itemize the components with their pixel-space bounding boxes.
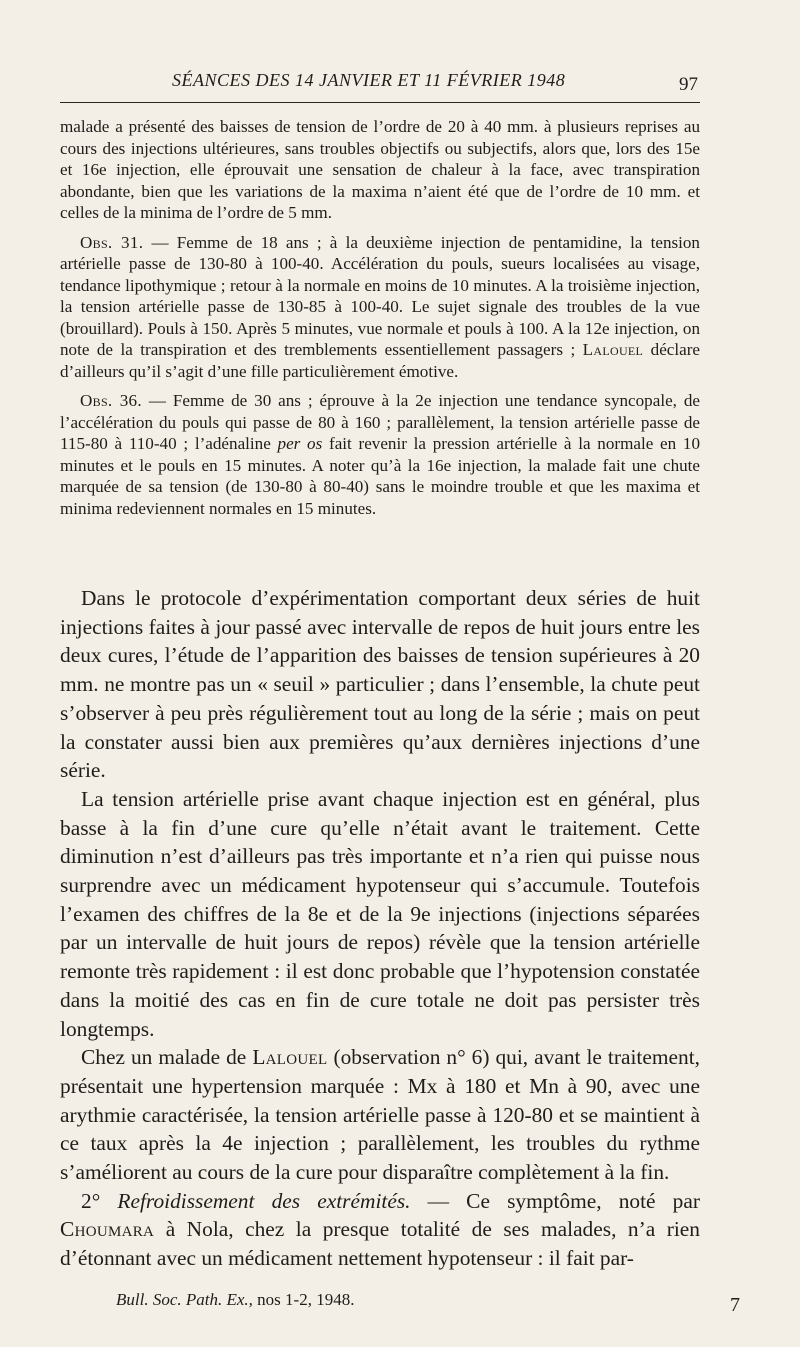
running-title: SÉANCES DES 14 JANVIER ET 11 FÉVRIER 1948 [172,70,566,90]
paragraph-lalouel [60,1043,700,1187]
observation-text: — Femme de 18 ans ; à la deuxième injection de pentamidine, la tension artérielle passe de 130-80 à 100-40. Accélération du pouls, sueurs localisées au visage, tendance lipothymique ; retour à la normale en moins de 10 minutes. A la troisième injection, la tension artérielle passe de 130-85 à 100-40. Le sujet signale des troubles de la vue (brouillard). Pouls à 150. Après 5 minutes, vue normale et pouls à 100. A la 12e injection, on note de la transpiration et des tremblements essentiellement passagers ; [60,232,700,359]
small-print-block [60,116,700,519]
observation-label: Obs. 31. [80,232,144,252]
paragraph-tension: La tension artérielle prise avant chaque injection est en général, plus basse à la fin d’une cure qu’elle n’était avant le traitement. Cette diminution n’est d’ailleurs pas très importante et n’a rien qui puisse nous surprendre avec un médicament hypotenseur qui s’accumule. Toutefois l’examen des chiffres de la 8e et de la 9e injections (injections séparées par un intervalle de huit jours de repos) révèle que la tension artérielle remonte très rapidement : il est donc probable que l’hypotension constatée dans la moitié des cas en fin de cure totale ne doit pas persister très longtemps. [60,786,700,1041]
paragraph-text: (observation n° 6) qui, avant le traitement, présentait une hypertension marquée : Mx à 180 et Mn à 90, avec une arythmie caractérisée, la tension artérielle passe à 120-80 et se maintient à ce taux après la 4e injection ; parallèlement, les troubles du rythme s’améliorent au cours de la cure pour disparaître complètement à la fin. [60,1045,700,1185]
observation-36 [60,390,700,519]
observation-label: Obs. 36. [80,391,142,410]
paragraph-text: à Nola, chez la presque totalité de ses malades, n’a rien d’étonnant avec un médicament nettement hypotenseur : il fait par- [60,1217,700,1271]
body-text-block [60,584,700,1273]
paragraph-text: — Ce symptôme, noté par [410,1188,700,1213]
paragraph-refroidissement [60,1187,700,1273]
paragraph-protocol: Dans le protocole d’expérimentation comportant deux séries de huit injections faites à jour passé avec intervalle de repos de huit jours entre les deux cures, l’étude de l’apparition des baisses de tension supérieures à 20 mm. ne montre pas un « seuil » particulier ; dans l’ensemble, la chute peut s’observer à peu près régulièrement tout au long de la série ; mais on peut la constater aussi bien aux premières qu’aux dernières injections d’une série. [60,586,700,783]
section-number: 2° [81,1188,118,1213]
page-number: 97 [679,74,698,95]
author-name: Lalouel [252,1045,328,1070]
observation-31 [60,232,700,383]
running-header [60,64,700,103]
continued-paragraph: malade a présenté des baisses de tension de l’ordre de 20 à 40 mm. à plusieurs reprises au cours des injections ultérieures, sans troubles objectifs ou subjectifs, alors que, lors des 15e et 16e injection, elle éprouvait une sensation de chaleur à la face, avec transpiration abondante, bien que les variations de la maxima n’aient été que de l’ordre de 10 mm. et celles de la minima de l’ordre de 5 mm. [60,117,700,222]
journal-footer [116,1290,646,1318]
journal-name: Bull. Soc. Path. Ex., [116,1290,253,1309]
section-heading: Refroidissement des extrémités. [117,1188,411,1213]
paragraph-text: Chez un malade de [81,1045,253,1070]
observation-text: fait revenir la pression artérielle à la normale en 10 minutes et le pouls en 15 minutes. A noter qu’à la 16e injection, la malade fait une chute marquée de sa tension (de 130-80 à 80-40) sans le moindre trouble et que les maxima et minima redeviennent normales en 15 minutes. [60,434,700,518]
printer-signature: 7 [730,1294,740,1316]
author-name: Lalouel [582,340,644,359]
journal-issue: nos 1-2, 1948. [252,1290,355,1309]
latin-term: per os [277,434,323,453]
author-name: Choumara [60,1217,155,1242]
observation-text: — Femme de 30 ans ; éprouve à la 2e injection une tendance syncopale, de l’accélération du pouls qui passe de 80 à 160 ; parallèlement, la tension artérielle passe de 115-80 à 110-40 ; l’adénaline [60,391,700,453]
observation-text: déclare d’ailleurs qu’il s’agit d’une fille particulièrement émotive. [60,340,700,381]
